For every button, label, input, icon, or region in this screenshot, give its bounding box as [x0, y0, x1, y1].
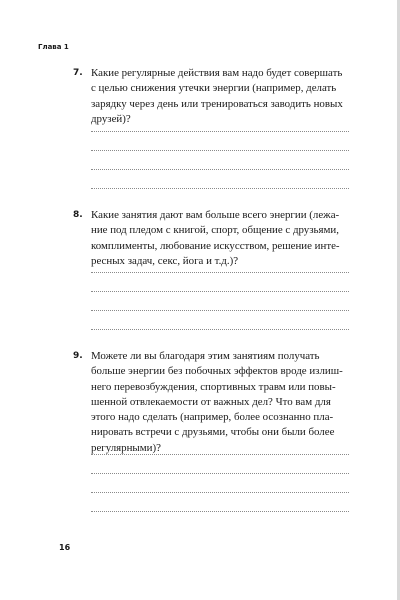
- question-number: 9.: [73, 351, 83, 361]
- question-number: 7.: [73, 68, 83, 78]
- answer-line[interactable]: [91, 131, 349, 132]
- answer-line[interactable]: [91, 188, 349, 189]
- page-number: 16: [59, 543, 71, 552]
- answer-line[interactable]: [91, 454, 349, 455]
- question-text: Какие занятия дают вам больше всего энергии (лежа- ние под пледом с книгой, спорт, общение с друзьями, комплименты, любование искусством, решение инте- ресных задач, секс, йога и т.д.)?: [91, 209, 340, 267]
- answer-line[interactable]: [91, 150, 349, 151]
- answer-line[interactable]: [91, 492, 349, 493]
- answer-line[interactable]: [91, 291, 349, 292]
- question-text: Можете ли вы благодаря этим занятиям получать больше энергии без побочных эффектов вроде излиш- него перевозбуждения, спортивных травм или повы- шенной отвлекаемости от важных дел? Что вам для этого надо сделать (например, более осознанно пла- нировать встречи с друзьями, чтобы они были более регулярными)?: [91, 350, 343, 454]
- answer-line[interactable]: [91, 310, 349, 311]
- running-head: Глава 1: [38, 43, 69, 51]
- answer-line[interactable]: [91, 272, 349, 273]
- answer-line[interactable]: [91, 473, 349, 474]
- question-9: [73, 349, 353, 456]
- answer-line[interactable]: [91, 511, 349, 512]
- question-7: [73, 66, 353, 127]
- question-8: [73, 208, 353, 269]
- question-text: Какие регулярные действия вам надо будет совершать с целью снижения утечки энергии (например, делать зарядку через день или тренироваться заводить новых друзей)?: [91, 67, 343, 125]
- answer-line[interactable]: [91, 169, 349, 170]
- answer-line[interactable]: [91, 329, 349, 330]
- question-number: 8.: [73, 210, 83, 220]
